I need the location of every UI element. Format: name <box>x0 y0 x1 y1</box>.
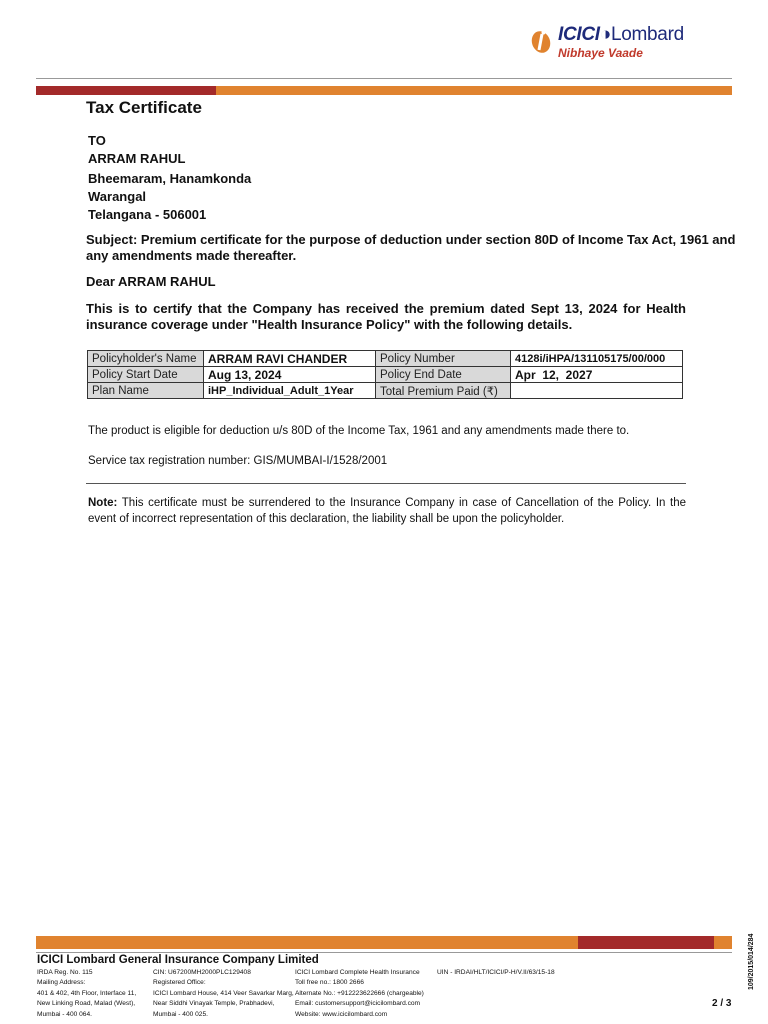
header-bar-orange <box>216 86 732 95</box>
plan-name-value: iHP_Individual_Adult_1Year <box>204 383 376 399</box>
footer-text: Mumbai - 400 064. <box>37 1010 92 1018</box>
logo-lombard: Lombard <box>610 24 684 45</box>
footer-column-4 <box>437 968 555 978</box>
table-row <box>88 367 683 383</box>
footer-text: Mumbai - 400 025. <box>153 1010 208 1018</box>
address-line-1: Bheemaram, Hanamkonda <box>88 171 252 186</box>
total-premium-label: Total Premium Paid (₹) <box>376 383 511 399</box>
logo-icici: ICICI <box>558 24 600 45</box>
policy-end-date-value: Apr 12, 2027 <box>511 367 683 383</box>
total-premium-value <box>511 383 683 399</box>
policy-start-date-label: Policy Start Date <box>88 367 204 383</box>
certification-body: This is to certify that the Company has received the premium dated Sept 13, 2024 for Health insurance coverage under "Health Insurance Policy" with the following details. <box>86 301 686 332</box>
footer-uin: UIN - IRDAI/HLT/ICICI/P-H/V.II/63/15-18 <box>437 969 555 976</box>
footer-text: Website: www.icicilombard.com <box>295 1010 388 1018</box>
footer-text: Email: customersupport@icicilombard.com <box>295 1000 421 1008</box>
policy-start-date-value: Aug 13, 2024 <box>204 367 376 383</box>
footer-text: Mailing Address: <box>37 979 86 987</box>
policyholder-name-label: Policyholder's Name <box>88 351 204 367</box>
footer-text: CIN: U67200MH2000PLC129408 <box>153 969 251 976</box>
header-bar-red <box>36 86 216 95</box>
footer-column-1 <box>37 968 136 1020</box>
footer-text: Alternate No.: +912223622666 (chargeable) <box>295 989 424 997</box>
policy-number-label: Policy Number <box>376 351 511 367</box>
footer-bar-red <box>578 936 714 949</box>
footer-text: ICICI Lombard Complete Health Insurance <box>295 969 420 976</box>
policy-end-date-label: Policy End Date <box>376 367 511 383</box>
footer-text: Toll free no.: 1800 2666 <box>295 979 364 987</box>
footer-text: Registered Office: <box>153 979 206 987</box>
plan-name-label: Plan Name <box>88 383 204 399</box>
to-label: TO <box>88 133 106 148</box>
footer-divider <box>36 952 732 953</box>
footer-text: Near Siddhi Vinayak Temple, Prabhadevi, <box>153 1000 275 1008</box>
footer-bar-end <box>714 936 732 949</box>
page-number: 2 / 3 <box>712 998 732 1009</box>
footer-column-3 <box>295 968 424 1020</box>
document-title: Tax Certificate <box>86 98 202 117</box>
footer-column-2 <box>153 968 294 1020</box>
logo-brand: ICICI◑Lombard <box>558 24 684 45</box>
note-paragraph <box>88 495 686 527</box>
policy-number-value: 4128i/iHPA/131105175/00/000 <box>511 351 683 367</box>
policyholder-name-value: ARRAM RAVI CHANDER <box>204 351 376 367</box>
note-label: Note: <box>88 497 118 509</box>
icici-logo-mark-icon <box>530 28 552 54</box>
footer-text: New Linking Road, Malad (West), <box>37 1000 136 1008</box>
table-row <box>88 351 683 367</box>
policy-details-table <box>87 350 683 399</box>
header-divider <box>36 78 732 79</box>
document-code: 109/2015/014/284 <box>748 933 755 990</box>
logo-tagline: Nibhaye Vaade <box>558 46 643 60</box>
footer-company-name: ICICI Lombard General Insurance Company Limited <box>37 954 319 966</box>
subject-line: Subject: Premium certificate for the purpose of deduction under section 80D of Income Tax Act, 1961 and any amendments made thereafter. <box>86 232 736 263</box>
footer-text: ICICI Lombard House, 414 Veer Savarkar Marg, <box>153 989 294 997</box>
note-divider <box>86 483 686 484</box>
address-line-2: Warangal <box>88 189 147 204</box>
icici-lombard-logo <box>528 22 718 62</box>
eligibility-statement: The product is eligible for deduction u/s 80D of the Income Tax, 1961 and any amendments made there to. <box>88 425 630 437</box>
addressee-name: ARRAM RAHUL <box>88 151 186 166</box>
service-tax-number: Service tax registration number: GIS/MUMBAI-I/1528/2001 <box>88 455 388 467</box>
table-row <box>88 383 683 399</box>
footer-text: 401 & 402, 4th Floor, Interface 11, <box>37 989 137 997</box>
salutation: Dear ARRAM RAHUL <box>86 274 216 289</box>
address-line-3: Telangana - 506001 <box>88 207 207 222</box>
note-text: This certificate must be surrendered to the Insurance Company in case of Cancellation of the Policy. In the event of incorrect representation of this declaration, the liability shall be upon the policyholder. <box>88 497 686 525</box>
footer-text: IRDA Reg. No. 115 <box>37 969 93 976</box>
